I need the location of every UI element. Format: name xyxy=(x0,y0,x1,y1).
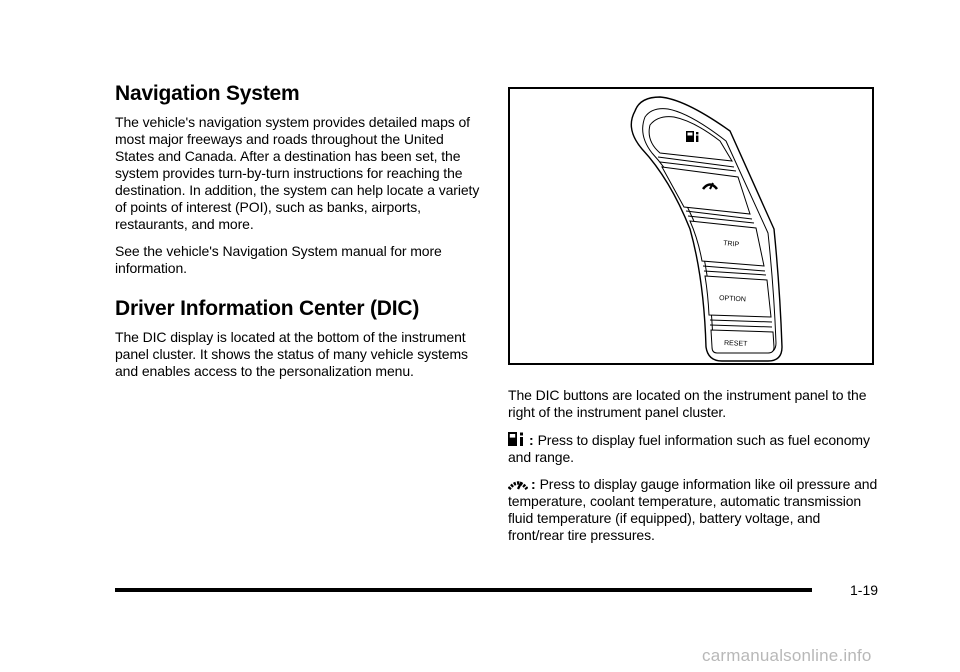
fuel-info-colon: : xyxy=(529,432,534,448)
left-column xyxy=(115,82,480,390)
trip-button-label: TRIP xyxy=(722,240,740,249)
dic-buttons-illustration xyxy=(510,89,872,363)
gauge-info-description xyxy=(508,476,878,544)
gauge-info-button xyxy=(662,167,750,214)
fuel-info-text: Press to display fuel information such as fuel economy and range. xyxy=(508,432,870,465)
footer-rule xyxy=(115,588,812,592)
gauge-info-icon xyxy=(508,479,528,491)
dic-paragraph-1: The DIC display is located at the bottom of the instrument panel cluster. It shows the status of many vehicle systems and enables access to the personalization menu. xyxy=(115,329,468,380)
fuel-info-description xyxy=(508,431,878,466)
gauge-info-colon: : xyxy=(531,476,536,492)
nav-paragraph-2: See the vehicle's Navigation System manual for more information. xyxy=(115,243,442,277)
reset-button-label: RESET xyxy=(723,340,748,348)
right-column-text xyxy=(508,387,878,554)
heading-navigation-system: Navigation System xyxy=(115,82,300,105)
heading-driver-information-center: Driver Information Center (DIC) xyxy=(115,297,420,321)
page-number: 1-19 xyxy=(850,582,879,598)
fuel-info-icon xyxy=(686,131,698,142)
gauge-info-text: Press to display gauge information like oil pressure and temperature, coolant temperature, automatic transmission fluid temperature (if equipped), battery voltage, and front/rear tire pressures. xyxy=(508,476,878,543)
nav-paragraph-1: The vehicle's navigation system provides detailed maps of most major freeways and roads throughout the United States and Canada. After a destination has been set, the system provides turn-by-turn instructions for reaching the destination. In addition, the system can help locate a variety of points of interest (POI), such as banks, airports, restaurants, and more. xyxy=(115,114,480,233)
fuel-info-icon xyxy=(508,431,526,447)
watermark: carmanualsonline.info xyxy=(702,646,872,665)
dic-buttons-intro: The DIC buttons are located on the instrument panel to the right of the instrument panel cluster. xyxy=(508,387,867,420)
dic-buttons-figure xyxy=(508,87,874,365)
option-button-label: OPTION xyxy=(718,295,747,304)
